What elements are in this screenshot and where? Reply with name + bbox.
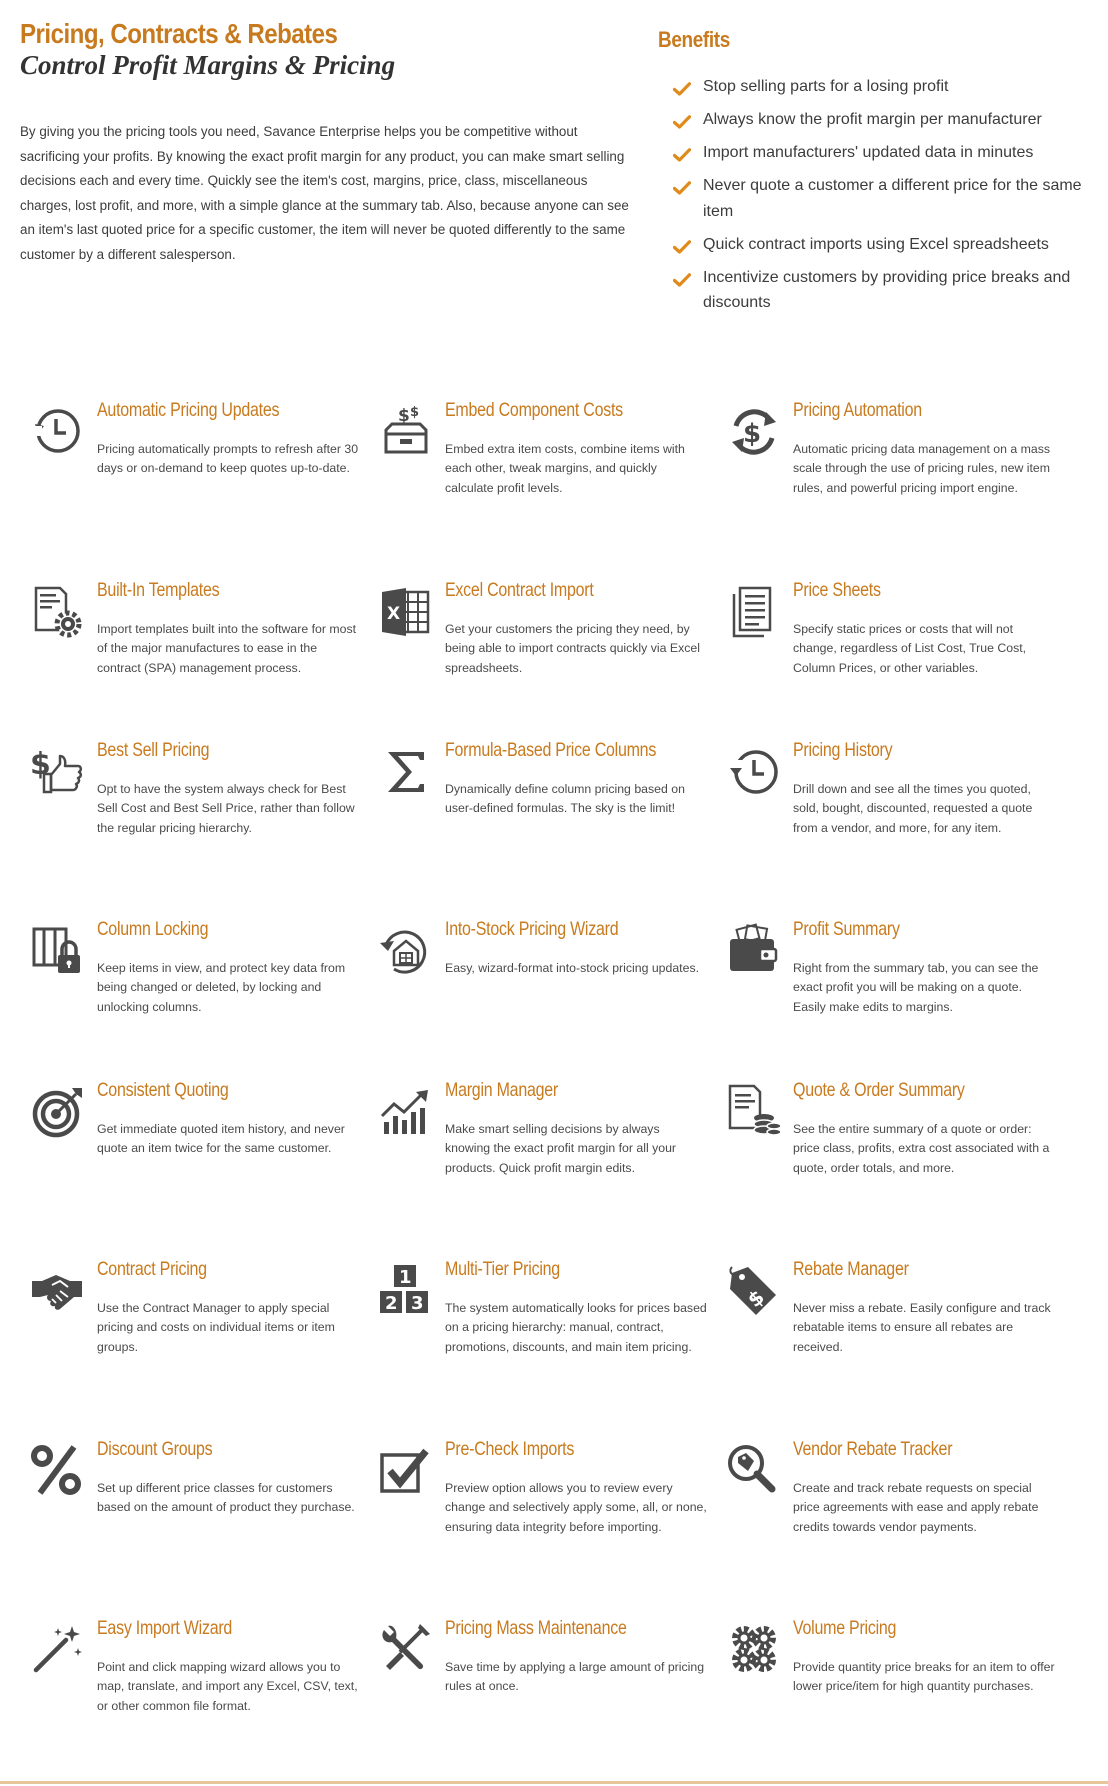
page-title: Pricing, Contracts & Rebates [20,18,338,49]
stock-wizard-icon [378,923,432,977]
benefit-item [673,232,1098,258]
feature-card [378,1437,713,1607]
feature-description: Right from the summary tab, you can see the exact profit you will be making on a quote. Easily make edits to margins. [793,961,1039,1014]
column-lock-icon [30,923,84,977]
feature-title: Pricing History [793,739,893,761]
checkmark-icon [673,270,691,284]
feature-card [378,1616,713,1786]
gears-icon [726,1622,780,1676]
svg-text:$: $ [410,405,420,420]
feature-card [726,578,1061,748]
feature-card [378,1078,713,1248]
feature-description: Specify static prices or costs that will not change, regardless of List Cost, True Cost, Column Prices, or other variables. [793,622,1027,675]
svg-text:X: X [387,604,401,624]
feature-title: Formula-Based Price Columns [445,739,657,761]
svg-text:3: 3 [411,1293,424,1314]
feature-card [378,1257,713,1427]
feature-title: Quote & Order Summary [793,1079,965,1101]
feature-card [30,1437,365,1607]
document-coins-icon [726,1084,780,1138]
benefit-item [673,173,1098,224]
feature-title: Into-Stock Pricing Wizard [445,918,619,940]
feature-title: Embed Component Costs [445,399,623,421]
feature-description: Provide quantity price breaks for an item to offer lower price/item for high quantity purchases. [793,1660,1055,1694]
svg-text:1: 1 [399,1267,412,1288]
clock-refresh-icon [30,404,84,458]
feature-description: Set up different price classes for customers based on the amount of product they purchase. [97,1481,355,1515]
feature-card [378,578,713,748]
checkmark-icon [673,145,691,159]
feature-card [30,398,365,568]
feature-description: Embed extra item costs, combine items with each other, tweak margins, and quickly calculate profit levels. [445,442,685,495]
feature-title: Rebate Manager [793,1258,909,1280]
feature-description: Opt to have the system always check for Best Sell Cost and Best Sell Price, rather than follow the regular pricing hierarchy. [97,782,355,835]
wrench-screwdriver-icon [378,1622,432,1676]
feature-card [378,917,713,1087]
feature-card [726,738,1061,908]
feature-description: Never miss a rebate. Easily configure and track rebatable items to ensure all rebates are received. [793,1301,1051,1354]
svg-text:$: $ [743,419,762,449]
benefit-text: Incentivize customers by providing price breaks and discounts [703,268,1071,311]
checkmark-icon [673,79,691,93]
feature-description: The system automatically looks for prices based on a pricing hierarchy: manual, contract, promotions, discounts, and main item pricing. [445,1301,707,1354]
feature-description: Create and track rebate requests on special price agreements with ease and apply rebate credits towards vendor payments. [793,1481,1039,1534]
feature-card [30,578,365,748]
page-subtitle: Control Profit Margins & Pricing [20,50,396,80]
dollar-tag-icon [726,1263,780,1317]
benefit-text: Stop selling parts for a losing profit [703,78,949,95]
feature-title: Volume Pricing [793,1617,897,1639]
benefit-item [673,265,1098,316]
feature-title: Profit Summary [793,918,900,940]
benefit-item [673,140,1098,166]
benefit-text: Never quote a customer a different price for the same item [703,177,1082,220]
benefit-text: Always know the profit margin per manufacturer [703,111,1042,128]
feature-card [726,1437,1061,1607]
feature-description: Import templates built into the software for most of the major manufactures to ease in the contract (SPA) management process. [97,622,357,675]
feature-title: Contract Pricing [97,1258,207,1280]
feature-card [378,738,713,908]
feature-card [30,1078,365,1248]
feature-title: Easy Import Wizard [97,1617,233,1639]
benefit-text: Import manufacturers' updated data in minutes [703,144,1034,161]
feature-card [378,398,713,568]
tier-123-icon [378,1263,432,1317]
feature-title: Price Sheets [793,579,881,601]
feature-title: Excel Contract Import [445,579,594,601]
intro-section [0,0,1108,330]
checkmark-icon [673,112,691,126]
handshake-icon [30,1263,84,1317]
feature-title: Built-In Templates [97,579,220,601]
feature-description: Get your customers the pricing they need, by being able to import contracts quickly via Excel spreadsheets. [445,622,700,675]
feature-description: See the entire summary of a quote or order: price class, profits, extra cost associated with a quote, order totals, and more. [793,1122,1050,1175]
document-gear-icon [30,584,84,638]
feature-description: Make smart selling decisions by always knowing the exact profit margin for all your products. Quick profit margin edits. [445,1122,677,1175]
feature-description: Preview option allows you to review every change and selectively apply some, all, or none, ensuring data integrity before importing. [445,1481,707,1534]
percent-icon [30,1443,84,1497]
feature-card [726,917,1061,1087]
svg-text:$: $ [398,406,410,426]
intro-paragraph: By giving you the pricing tools you need, Savance Enterprise helps you be competitive without sacrificing your profits. By knowing the exact profit margin for any product, you can make smart selling decisions each and every time. Quickly see the item's cost, margins, price, class, miscellaneous charges, lost profit, and more, with a simple glance at the summary tab. Also, because anyone can see an item's last quoted price for a specific customer, the item will never be quoted differently to the same customer by a different salesperson. [20,124,629,262]
target-icon [30,1084,84,1138]
feature-title: Multi-Tier Pricing [445,1258,560,1280]
feature-description: Easy, wizard-format into-stock pricing updates. [445,961,700,975]
chart-up-icon [378,1084,432,1138]
feature-description: Get immediate quoted item history, and never quote an item twice for the same customer. [97,1122,345,1156]
benefit-item [673,107,1098,133]
benefits-panel [658,26,1098,323]
feature-card [30,917,365,1087]
feature-description: Dynamically define column pricing based on user-defined formulas. The sky is the limit! [445,782,685,816]
benefits-list [673,74,1098,316]
feature-description: Save time by applying a large amount of pricing rules at once. [445,1660,705,1694]
feature-description: Drill down and see all the times you quoted, sold, bought, discounted, requested a quote from a vendor, and more, for any item. [793,782,1033,835]
feature-card [726,1257,1061,1427]
dollar-box-icon [378,404,432,458]
search-tag-icon [726,1443,780,1497]
feature-description: Pricing automatically prompts to refresh after 30 days or on-demand to keep quotes up-to-date. [97,442,359,476]
svg-text:$: $ [30,747,51,782]
feature-card [30,738,365,908]
wallet-icon [726,923,780,977]
svg-text:2: 2 [385,1293,398,1314]
magic-wand-icon [30,1622,84,1676]
feature-description: Keep items in view, and protect key data from being changed or deleted, by locking and unlocking columns. [97,961,346,1014]
excel-icon [378,584,432,638]
intro-column [20,18,630,281]
feature-description: Automatic pricing data management on a mass scale through the use of pricing rules, new item rules, and powerful pricing import engine. [793,442,1051,495]
feature-title: Margin Manager [445,1079,558,1101]
feature-title: Vendor Rebate Tracker [793,1438,953,1460]
feature-card [30,1257,365,1427]
feature-title: Pricing Automation [793,399,922,421]
feature-card [726,398,1061,568]
feature-description: Use the Contract Manager to apply special pricing and costs on individual items or item groups. [97,1301,335,1354]
checkmark-icon [673,178,691,192]
feature-title: Discount Groups [97,1438,213,1460]
checkbox-icon [378,1443,432,1497]
feature-card [726,1616,1061,1786]
feature-title: Pricing Mass Maintenance [445,1617,627,1639]
feature-title: Consistent Quoting [97,1079,229,1101]
feature-card [30,1616,365,1786]
sigma-icon [378,744,432,798]
dollar-thumbs-up-icon [30,744,84,798]
benefit-item [673,74,1098,100]
feature-title: Pre-Check Imports [445,1438,575,1460]
benefits-title: Benefits [658,27,730,52]
benefit-text: Quick contract imports using Excel spreadsheets [703,235,1049,253]
svg-text:$: $ [742,1284,769,1313]
dollar-cycle-icon [726,404,780,458]
feature-card [726,1078,1061,1248]
history-clock-icon [726,744,780,798]
checkmark-icon [673,237,691,251]
price-sheets-icon [726,584,780,638]
feature-title: Column Locking [97,918,209,940]
feature-title: Automatic Pricing Updates [97,399,280,421]
feature-title: Best Sell Pricing [97,739,210,761]
feature-description: Point and click mapping wizard allows you to map, translate, and import any Excel, CSV, text, or other common file format. [97,1660,358,1713]
